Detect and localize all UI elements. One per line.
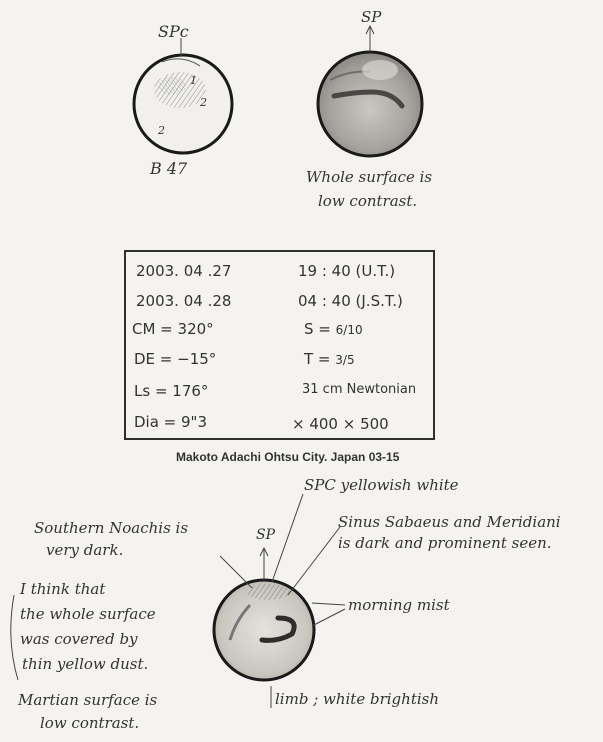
contrast-annotation-line2: low contrast. (40, 714, 140, 732)
top-right-mars-disk (318, 26, 422, 156)
dust-annotation-line1: I think that (20, 580, 106, 598)
intensity-mark-3: 2 (158, 124, 165, 137)
top-right-note-line1: Whole surface is (306, 168, 433, 186)
observation-info-box (124, 250, 435, 440)
ut-time: 19 : 40 (U.T.) (298, 262, 396, 280)
magnification: × 400 × 500 (292, 415, 389, 433)
transparency-label: T = (304, 350, 331, 368)
transparency (304, 350, 355, 368)
declination-earth: DE = −15° (134, 350, 217, 368)
spc-annotation: SPC yellowish white (304, 476, 459, 494)
seeing-value: 6/10 (335, 323, 363, 337)
jst-time: 04 : 40 (J.S.T.) (298, 292, 403, 310)
jst-date: 2003. 04 .28 (136, 292, 232, 310)
top-right-note-line2: low contrast. (318, 192, 418, 210)
intensity-mark-2: 2 (200, 96, 207, 109)
ut-date: 2003. 04 .27 (136, 262, 232, 280)
noachis-annotation-line1: Southern Noachis is (34, 519, 189, 537)
sinus-annotation-line1: Sinus Sabaeus and Meridiani (338, 513, 561, 531)
sinus-annotation-line2: is dark and prominent seen. (338, 534, 552, 552)
bottom-mars-disk (214, 548, 314, 680)
dust-annotation-line2: the whole surface (20, 605, 156, 623)
bottom-pole-label: SP (256, 527, 276, 543)
contrast-annotation-line1: Martian surface is (18, 691, 158, 709)
dust-annotation-line4: thin yellow dust. (22, 655, 149, 673)
top-right-pole-label: SP (361, 8, 382, 26)
top-left-pole-label: SPc (158, 22, 189, 41)
apparent-diameter: Dia = 9"3 (134, 413, 208, 431)
seeing (304, 320, 363, 338)
dust-annotation-line3: was covered by (20, 630, 138, 648)
limb-annotation: limb ; white brightish (275, 690, 439, 708)
morning-mist-annotation: morning mist (348, 596, 450, 614)
top-left-mars-disk (134, 38, 232, 153)
solar-longitude: Ls = 176° (134, 382, 209, 400)
transparency-value: 3/5 (335, 353, 355, 367)
intensity-mark-1: 1 (190, 74, 197, 87)
noachis-annotation-line2: very dark. (46, 541, 124, 559)
central-meridian: CM = 320° (132, 320, 214, 338)
observer-caption: Makoto Adachi Ohtsu City. Japan 03-15 (176, 450, 400, 464)
seeing-label: S = (304, 320, 331, 338)
top-left-filter-label: B 47 (150, 159, 188, 178)
telescope: 31 cm Newtonian (302, 382, 417, 397)
